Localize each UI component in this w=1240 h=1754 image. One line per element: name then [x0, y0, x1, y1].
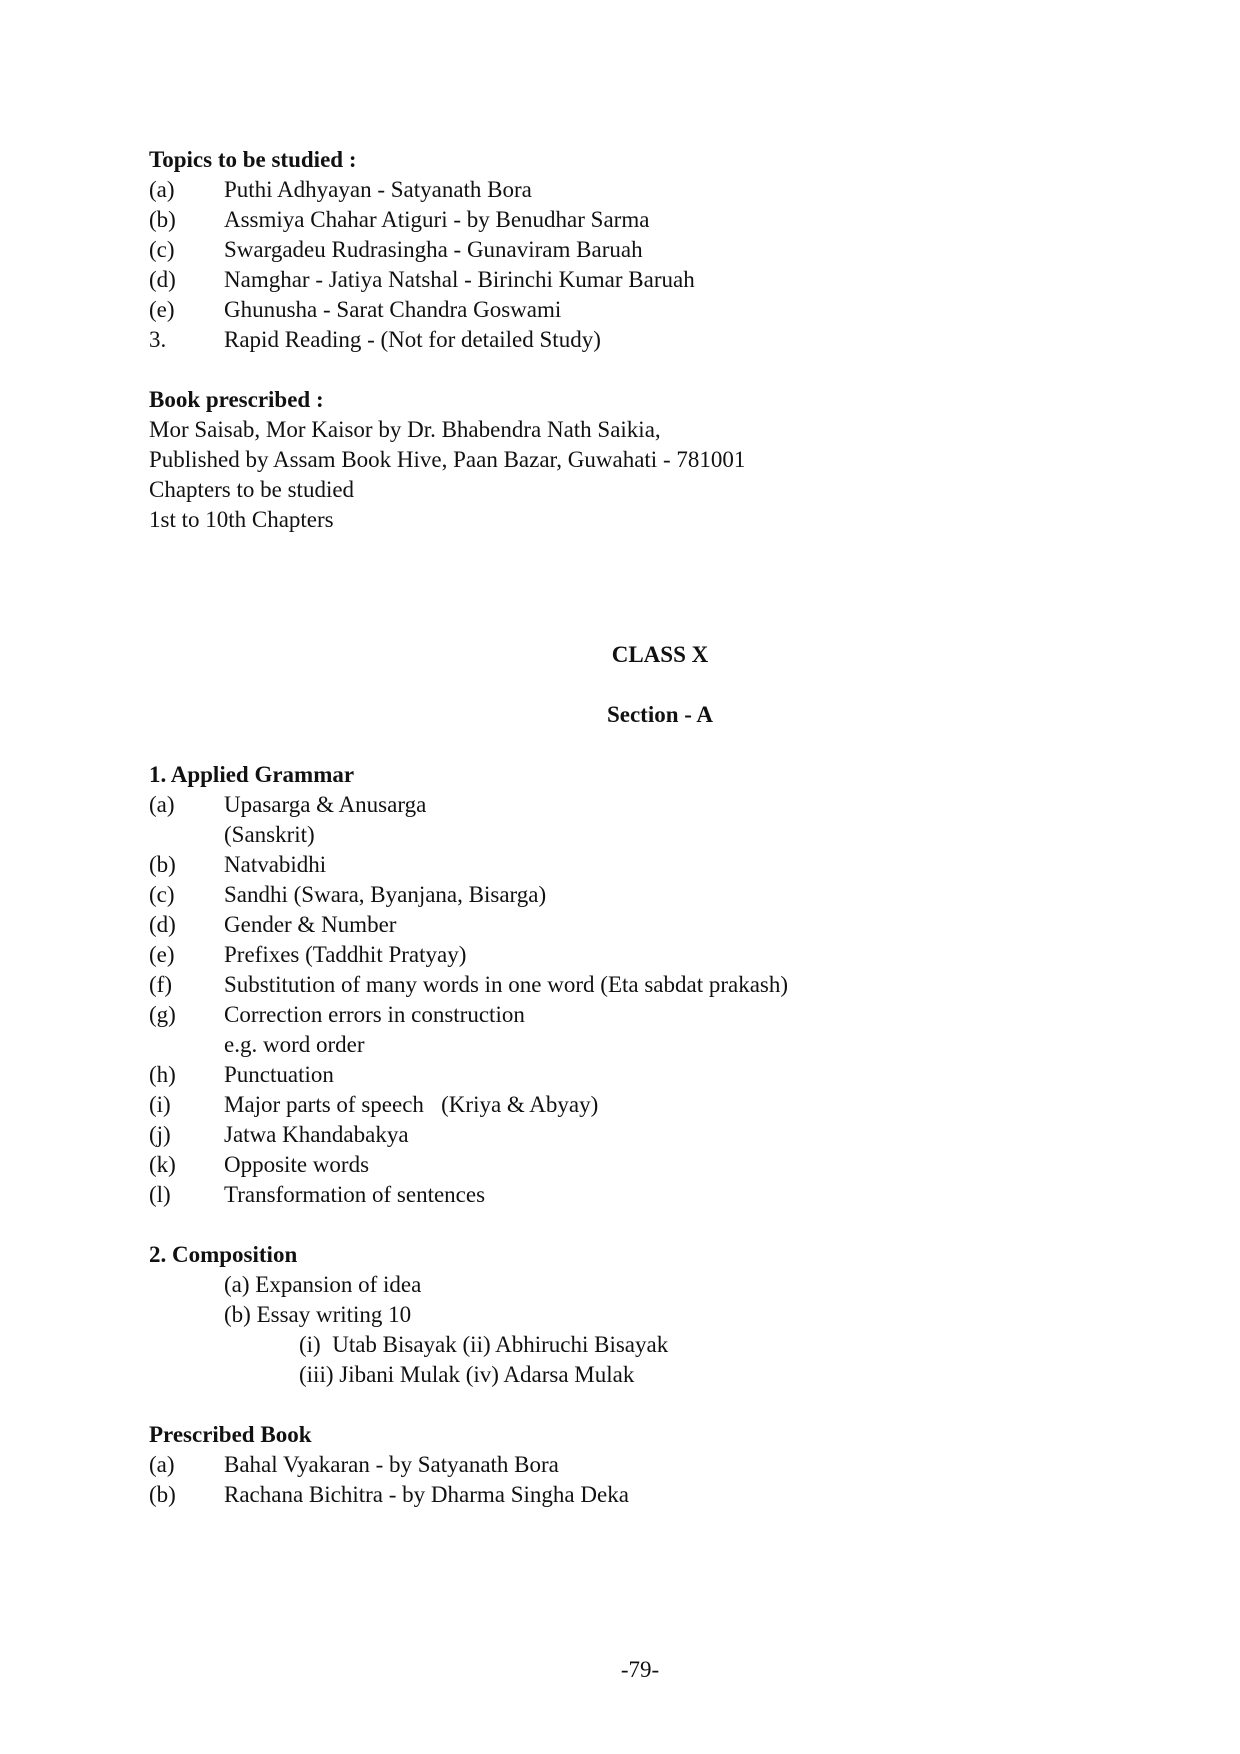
item-label: (f) [149, 972, 172, 997]
book-line: Mor Saisab, Mor Kaisor by Dr. Bhabendra Nath Saikia, [149, 417, 661, 442]
list-item [149, 1060, 1099, 1090]
composition-item-b: (b) Essay writing 10 [224, 1302, 412, 1327]
item-text: Opposite words [224, 1152, 370, 1177]
item-text: Rapid Reading - (Not for detailed Study) [224, 327, 601, 352]
item-text: Ghunusha - Sarat Chandra Goswami [224, 297, 562, 322]
item-text: Namghar - Jatiya Natshal - Birinchi Kumar Baruah [224, 267, 695, 292]
list-item [149, 1030, 1099, 1060]
item-text: Substitution of many words in one word (Eta sabdat prakash) [224, 972, 789, 997]
list-item [149, 1450, 1099, 1480]
list-item [149, 790, 1099, 820]
item-text: Natvabidhi [224, 852, 327, 877]
section-title: Section - A [606, 702, 714, 727]
item-text: Sandhi (Swara, Byanjana, Bisarga) [224, 882, 547, 907]
item-label: (d) [149, 267, 176, 292]
item-label: (l) [149, 1182, 171, 1207]
item-label: (i) [149, 1092, 171, 1117]
list-item [149, 1120, 1099, 1150]
list-item [149, 850, 1099, 880]
item-label: (g) [149, 1002, 176, 1027]
list-item [149, 1000, 1099, 1030]
item-label: (a) [149, 792, 175, 817]
item-text: Rachana Bichitra - by Dharma Singha Deka [224, 1482, 629, 1507]
book-prescribed-heading: Book prescribed : [149, 387, 324, 412]
item-text: e.g. word order [224, 1032, 365, 1057]
item-label [149, 1030, 224, 1060]
book-line: Chapters to be studied [149, 477, 355, 502]
item-label: (j) [149, 1122, 171, 1147]
item-text: Major parts of speech (Kriya & Abyay) [224, 1092, 599, 1117]
list-item [149, 325, 1099, 355]
item-text: Correction errors in construction [224, 1002, 525, 1027]
item-text: Puthi Adhyayan - Satyanath Bora [224, 177, 532, 202]
list-item [149, 880, 1099, 910]
document-page [149, 145, 1099, 1510]
list-item [149, 175, 1099, 205]
applied-grammar-heading: 1. Applied Grammar [149, 762, 355, 787]
prescribed-book-heading: Prescribed Book [149, 1422, 312, 1447]
list-item [149, 970, 1099, 1000]
item-text: Upasarga & Anusarga [224, 792, 427, 817]
list-item [149, 1480, 1099, 1510]
item-text: Bahal Vyakaran - by Satyanath Bora [224, 1452, 559, 1477]
item-text: (Sanskrit) [224, 822, 315, 847]
topics-list [149, 175, 1099, 355]
list-item [149, 1150, 1099, 1180]
item-label: (h) [149, 1062, 176, 1087]
list-item [149, 1090, 1099, 1120]
book-line: Published by Assam Book Hive, Paan Bazar, Guwahati - 781001 [149, 447, 746, 472]
applied-grammar-list [149, 790, 1099, 1210]
item-label: (b) [149, 1482, 176, 1507]
item-text: Transformation of sentences [224, 1182, 486, 1207]
item-label: (b) [149, 852, 176, 877]
class-title: CLASS X [611, 642, 709, 667]
list-item [149, 940, 1099, 970]
item-label: (a) [149, 177, 175, 202]
composition-subitem: (iii) Jibani Mulak (iv) Adarsa Mulak [299, 1362, 635, 1387]
item-text: Swargadeu Rudrasingha - Gunaviram Baruah [224, 237, 643, 262]
composition-heading: 2. Composition [149, 1242, 298, 1267]
item-text: Prefixes (Taddhit Pratyay) [224, 942, 467, 967]
item-label: (e) [149, 942, 175, 967]
list-item [149, 235, 1099, 265]
page-number: -79- [620, 1657, 660, 1682]
list-item [149, 1180, 1099, 1210]
item-label: (c) [149, 237, 175, 262]
item-label: (c) [149, 882, 175, 907]
item-label: (a) [149, 1452, 175, 1477]
list-item [149, 205, 1099, 235]
list-item [149, 910, 1099, 940]
item-label: 3. [149, 327, 167, 352]
topics-heading: Topics to be studied : [149, 147, 357, 172]
composition-item-a: (a) Expansion of idea [224, 1272, 422, 1297]
item-label: (b) [149, 207, 176, 232]
item-text: Gender & Number [224, 912, 397, 937]
item-label [149, 820, 224, 850]
item-label: (d) [149, 912, 176, 937]
item-text: Punctuation [224, 1062, 334, 1087]
item-label: (e) [149, 297, 175, 322]
list-item [149, 820, 1099, 850]
list-item [149, 265, 1099, 295]
item-text: Jatwa Khandabakya [224, 1122, 409, 1147]
item-label: (k) [149, 1152, 176, 1177]
book-line: 1st to 10th Chapters [149, 507, 334, 532]
composition-subitem: (i) Utab Bisayak (ii) Abhiruchi Bisayak [299, 1332, 669, 1357]
list-item [149, 295, 1099, 325]
item-text: Assmiya Chahar Atiguri - by Benudhar Sarma [224, 207, 650, 232]
